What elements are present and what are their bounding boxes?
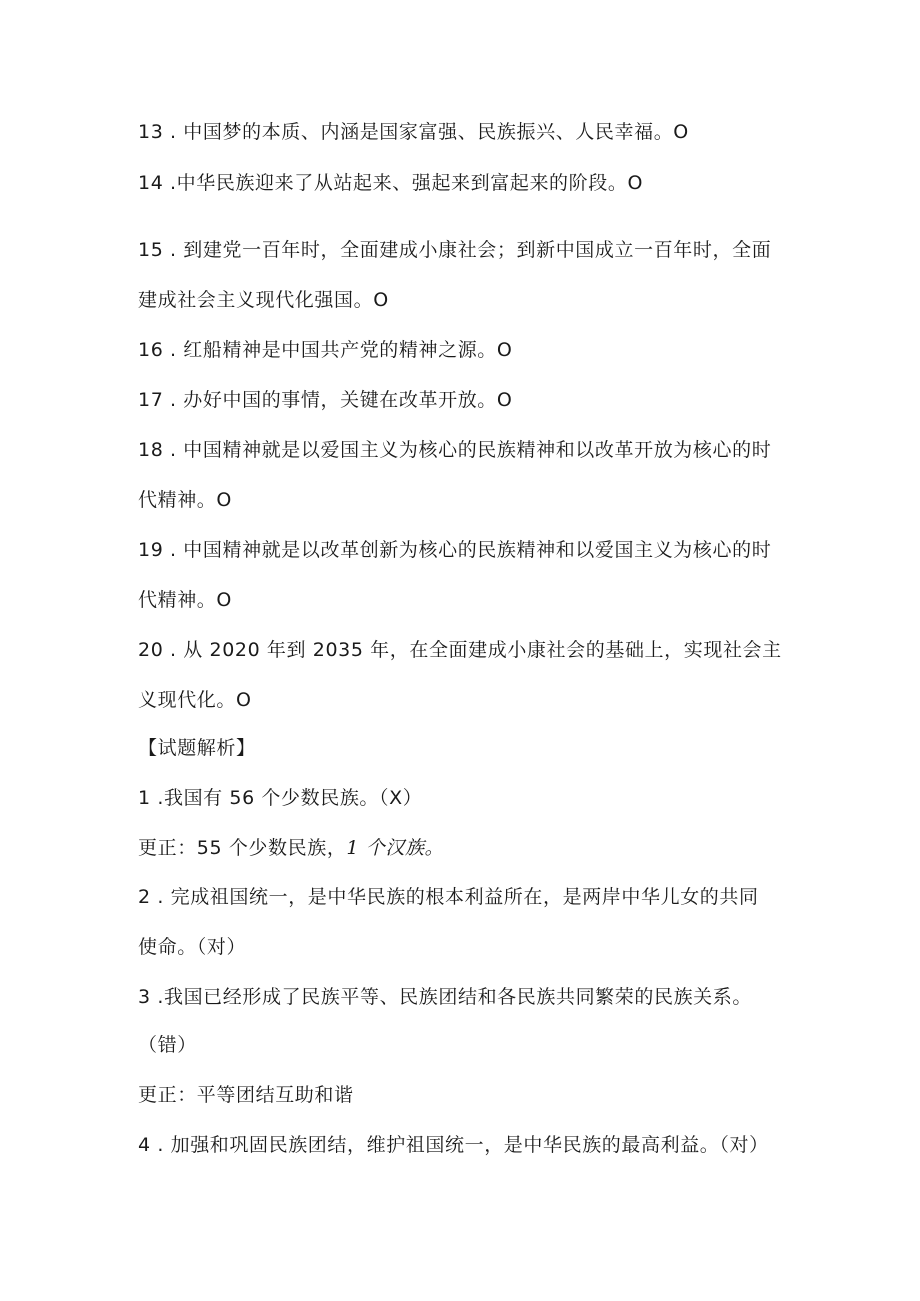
analysis-item-3-correction: 更正：平等团结互助和谐	[138, 1084, 354, 1106]
question-15-line-2: 建成社会主义现代化强国。O	[138, 289, 389, 311]
question-19-line-2: 代精神。O	[138, 589, 232, 611]
question-18-line-1: 18 . 中国精神就是以爱国主义为核心的民族精神和以改革开放为核心的时	[138, 439, 772, 461]
analysis-heading: 【试题解析】	[138, 737, 256, 759]
question-17: 17 . 办好中国的事情，关键在改革开放。O	[138, 389, 513, 411]
analysis-item-2-line-1: 2 . 完成祖国统一，是中华民族的根本利益所在，是两岸中华儿女的共同	[138, 886, 759, 908]
analysis-item-1: 1 .我国有 56 个少数民族。（X）	[138, 787, 423, 809]
question-15-line-1: 15 . 到建党一百年时，全面建成小康社会；到新中国成立一百年时，全面	[138, 239, 772, 261]
question-20-line-1: 20 . 从 2020 年到 2035 年，在全面建成小康社会的基础上，实现社会主	[138, 639, 782, 661]
analysis-item-2-line-2: 使命。（对）	[138, 936, 247, 958]
question-19-line-1: 19 . 中国精神就是以改革创新为核心的民族精神和以爱国主义为核心的时	[138, 539, 772, 561]
analysis-item-1-correction	[138, 835, 444, 861]
question-18-line-2: 代精神。O	[138, 489, 232, 511]
question-13: 13 . 中国梦的本质、内涵是国家富强、民族振兴、人民幸福。O	[138, 121, 689, 143]
analysis-item-4: 4 . 加强和巩固民族团结，维护祖国统一，是中华民族的最高利益。（对）	[138, 1134, 769, 1156]
analysis-item-3-line-2: （错）	[138, 1034, 197, 1056]
analysis-item-3-line-1: 3 .我国已经形成了民族平等、民族团结和各民族共同繁荣的民族关系。	[138, 986, 752, 1008]
question-16: 16 . 红船精神是中国共产党的精神之源。O	[138, 339, 513, 361]
correction-text: 更正：55 个少数民族，	[138, 837, 347, 859]
question-20-line-2: 义现代化。O	[138, 689, 252, 711]
question-14: 14 .中华民族迎来了从站起来、强起来到富起来的阶段。O	[138, 172, 644, 194]
correction-italic-text: 1 个汉族。	[346, 837, 445, 859]
